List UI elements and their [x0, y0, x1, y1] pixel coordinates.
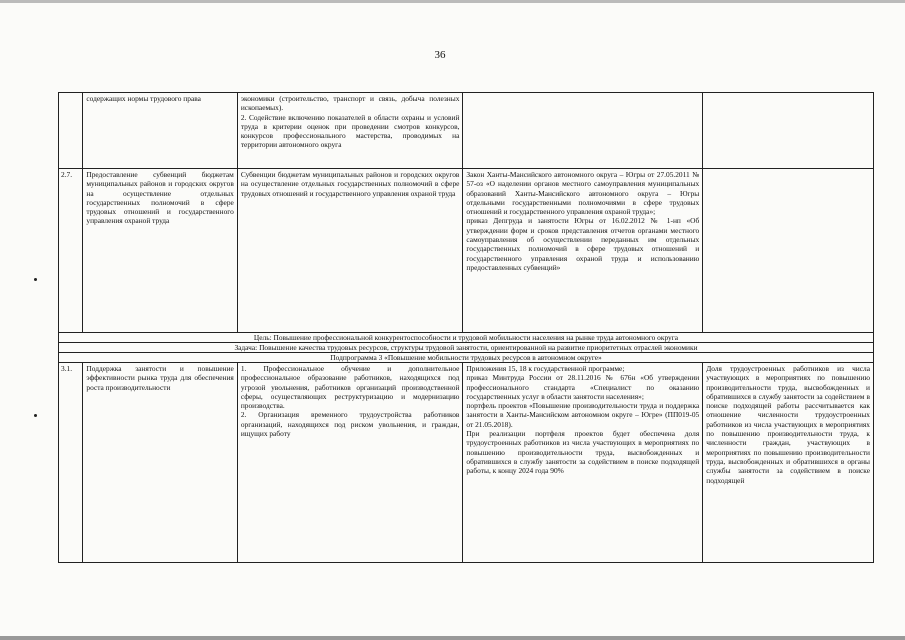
- measure-name: содержащих нормы трудового права: [83, 93, 237, 169]
- document-paragraph: Приложения 15, 18 к государственной программе;: [466, 364, 625, 373]
- subprogram-title: Подпрограмма 3 «Повышение мобильности трудовых ресурсов в автономном округе»: [59, 353, 874, 363]
- scan-speck: [34, 278, 37, 281]
- measure-description: [237, 93, 463, 169]
- row-number: [59, 93, 83, 169]
- description-paragraph: экономики (строительство, транспорт и связь, добыча полезных ископаемых).: [240, 94, 460, 113]
- task-text: Задача: Повышение качества трудовых ресурсов, структуры трудовой занятости, ориентированной на развитие приоритетных отраслей экономики: [59, 343, 874, 353]
- scan-speck: [34, 414, 37, 417]
- document-paragraph: приказ Минтруда России от 28.11.2016 № 676н «Об утверждении профессионального стандарта «Специалист по оказанию государственных услуг в области занятости населения»;: [466, 373, 700, 401]
- document-paragraph: приказ Депгруда и занятости Югры от 16.02.2012 № 1-нп «Об утверждении форм и сроков представления отчетов органами местного самоуправления об осуществлении переданных им отдельных государственных полномочий в сфере трудовых отношений и государственного управления охраной труда и использованию предоставленных субвенций»: [466, 216, 700, 272]
- table-row: [59, 169, 874, 333]
- description-paragraph: 2. Организация временного трудоустройства работников организаций, находящихся под риском увольнения, и граждан, ищущих работу: [240, 410, 460, 439]
- description-paragraph: 2. Содействие включению показателей в области охраны и условий труда в критерии оценок при проведении смотров конкурсов, конкурсов профессионального мастерства, проводимых на территории автономного округа: [240, 112, 460, 150]
- page-number: 36: [434, 49, 446, 61]
- goal-row: [59, 333, 874, 343]
- goal-text: Цель: Повышение профессиональной конкурентоспособности и трудовой мобильности населения на рынке труда автономного округа: [59, 333, 874, 343]
- measure-description: [237, 169, 463, 333]
- legal-documents: [463, 363, 703, 563]
- document-paragraph: При реализации портфеля проектов будет обеспечена доля трудоустроенных работников из числа участвующих в мероприятиях по повышению производительности труда, высвобожденных и обратившихся в службу занятости за содействием в поиске подходящей работы, к концу 2024 года 90%: [466, 429, 700, 476]
- legal-documents: [463, 93, 703, 169]
- measure-name: Поддержка занятости и повышение эффективности рынка труда для обеспечения роста производительности: [83, 363, 237, 563]
- document-paragraph: портфель проектов «Повышение производительности труда и поддержка занятости в Ханты-Мансийском автономном округе – Югре» (ПП019-05 от 21.05.2018).: [466, 401, 700, 429]
- measures-table: [58, 92, 874, 563]
- scan-edge-top: [0, 0, 905, 3]
- legal-documents: [463, 169, 703, 333]
- indicator-description: [703, 93, 874, 169]
- row-number: 2.7.: [59, 169, 83, 333]
- scan-edge-bottom: [0, 636, 905, 640]
- indicator-description: [703, 169, 874, 333]
- description-paragraph: 1. Профессиональное обучение и дополнительное профессиональное образование работников, находящихся под угрозой увольнения, работников организаций производственной сферы, осуществляющих реструктуризацию и модернизацию производства.: [240, 364, 460, 411]
- row-number: 3.1.: [59, 363, 83, 563]
- indicator-description: Доля трудоустроенных работников из числа участвующих в мероприятиях по повышению производительности труда, высвобожденных и обратившихся в службу занятости за содействием в поиске подходящей работы рассчитывается как отношение численности трудоустроенных работников из числа участвующих в мероприятиях по повышению производительности труда, к численности граждан, участвующих в мероприятиях по повышению производительности труда, высвобожденных и обратившихся в органы службы занятости за содействием в поиске подходящей: [703, 363, 874, 563]
- description-paragraph: Субвенции бюджетам муниципальных районов и городских округов на осуществление отдельных государственных полномочий в сфере трудовых отношений и государственного управления охраной труда: [240, 170, 460, 198]
- measure-description: [237, 363, 463, 563]
- document-paragraph: Закон Ханты-Мансийского автономного округа – Югры от 27.05.2011 № 57-оз «О наделении органов местного самоуправления муниципальных образований Ханты-Мансийского автономного округа – Югры отдельными государственными полномочиями в сфере трудовых отношений и государственного управления охраной труда»;: [466, 170, 700, 217]
- measure-name: Предоставление субвенций бюджетам муниципальных районов и городских округов на осуществление отдельных государственных полномочий в сфере трудовых отношений и государственного управления охраной труда: [83, 169, 237, 333]
- task-row: [59, 343, 874, 353]
- table-row: [59, 93, 874, 169]
- table-row: [59, 363, 874, 563]
- subprogram-row: [59, 353, 874, 363]
